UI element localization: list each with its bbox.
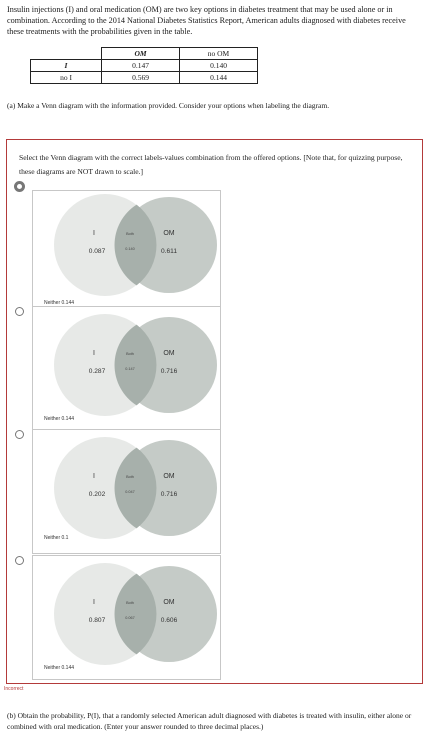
part-a-prompt: (a) Make a Venn diagram with the information provided. Consider your options when labeling the diagram. [7, 101, 330, 110]
set-i-value: 0.202 [88, 491, 106, 498]
set-om-value: 0.716 [160, 491, 178, 498]
set-i-value: 0.807 [88, 617, 106, 624]
table-cell: 0.569 [102, 72, 180, 84]
both-label: Both [126, 352, 134, 356]
set-i-label: I [93, 350, 95, 357]
both-label: Both [126, 475, 134, 479]
table-row [31, 60, 258, 72]
part-b-prompt: (b) Obtain the probability, P(I), that a randomly selected American adult diagnosed with diabetes is treated with insulin, either alone or combined with oral medication. (Enter your answer rounded to three decimal places.) [7, 711, 412, 731]
both-value: 0.147 [125, 367, 135, 371]
option-radio-4[interactable] [15, 556, 24, 565]
set-om-value: 0.716 [160, 368, 178, 375]
option-radio-3[interactable] [15, 430, 24, 439]
neither-label: Neither 0.1 [44, 535, 69, 541]
venn-option-4[interactable] [32, 555, 221, 680]
set-om-label: OM [163, 599, 175, 606]
problem-intro: Insulin injections (I) and oral medication (OM) are two key options in diabetes treatment that may be used alone or in combination. According to the 2014 National Diabetes Statistics Report, American adults diagnosed with diabetes receive these treatments with the probabilities given in the table. [7, 5, 406, 36]
neither-label: Neither 0.144 [44, 665, 75, 671]
table-row [31, 72, 258, 84]
neither-label: Neither 0.144 [44, 416, 75, 422]
table-cell: 0.144 [180, 72, 258, 84]
table-col-header: OM [102, 48, 180, 60]
neither-label: Neither 0.144 [44, 300, 75, 306]
table-row-header: I [31, 60, 102, 72]
set-i-label: I [93, 230, 95, 237]
set-om-label: OM [163, 350, 175, 357]
set-i-value: 0.287 [88, 368, 106, 375]
status-incorrect: Incorrect [4, 686, 24, 692]
both-value: 0.067 [125, 616, 135, 620]
venn-option-2[interactable] [32, 306, 221, 431]
set-om-value: 0.606 [160, 617, 178, 624]
instructions: Select the Venn diagram with the correct labels-values combination from the offered options. [Note that, for quizzing purpose, these diagrams are NOT drawn to scale.] [19, 153, 403, 176]
venn-option-3[interactable] [32, 429, 221, 554]
set-om-value: 0.611 [160, 248, 177, 255]
table-header-row [31, 48, 258, 60]
venn-diagram-1 [33, 191, 222, 316]
set-om-label: OM [163, 473, 175, 480]
set-i-label: I [93, 473, 95, 480]
table-cell: 0.140 [180, 60, 258, 72]
option-radio-1[interactable] [14, 181, 25, 192]
answer-box [6, 139, 423, 684]
option-radio-2[interactable] [15, 307, 24, 316]
both-label: Both [126, 232, 134, 236]
set-om-label: OM [163, 230, 175, 237]
set-i-value: 0.087 [88, 248, 106, 255]
probability-table [30, 47, 258, 84]
venn-option-1[interactable] [32, 190, 221, 315]
table-col-header: no OM [180, 48, 258, 60]
set-i-label: I [93, 599, 95, 606]
both-label: Both [126, 601, 134, 605]
table-row-header: no I [31, 72, 102, 84]
table-corner-cell [31, 48, 102, 60]
both-value: 0.140 [125, 247, 135, 251]
both-value: 0.047 [125, 490, 135, 494]
table-cell: 0.147 [102, 60, 180, 72]
